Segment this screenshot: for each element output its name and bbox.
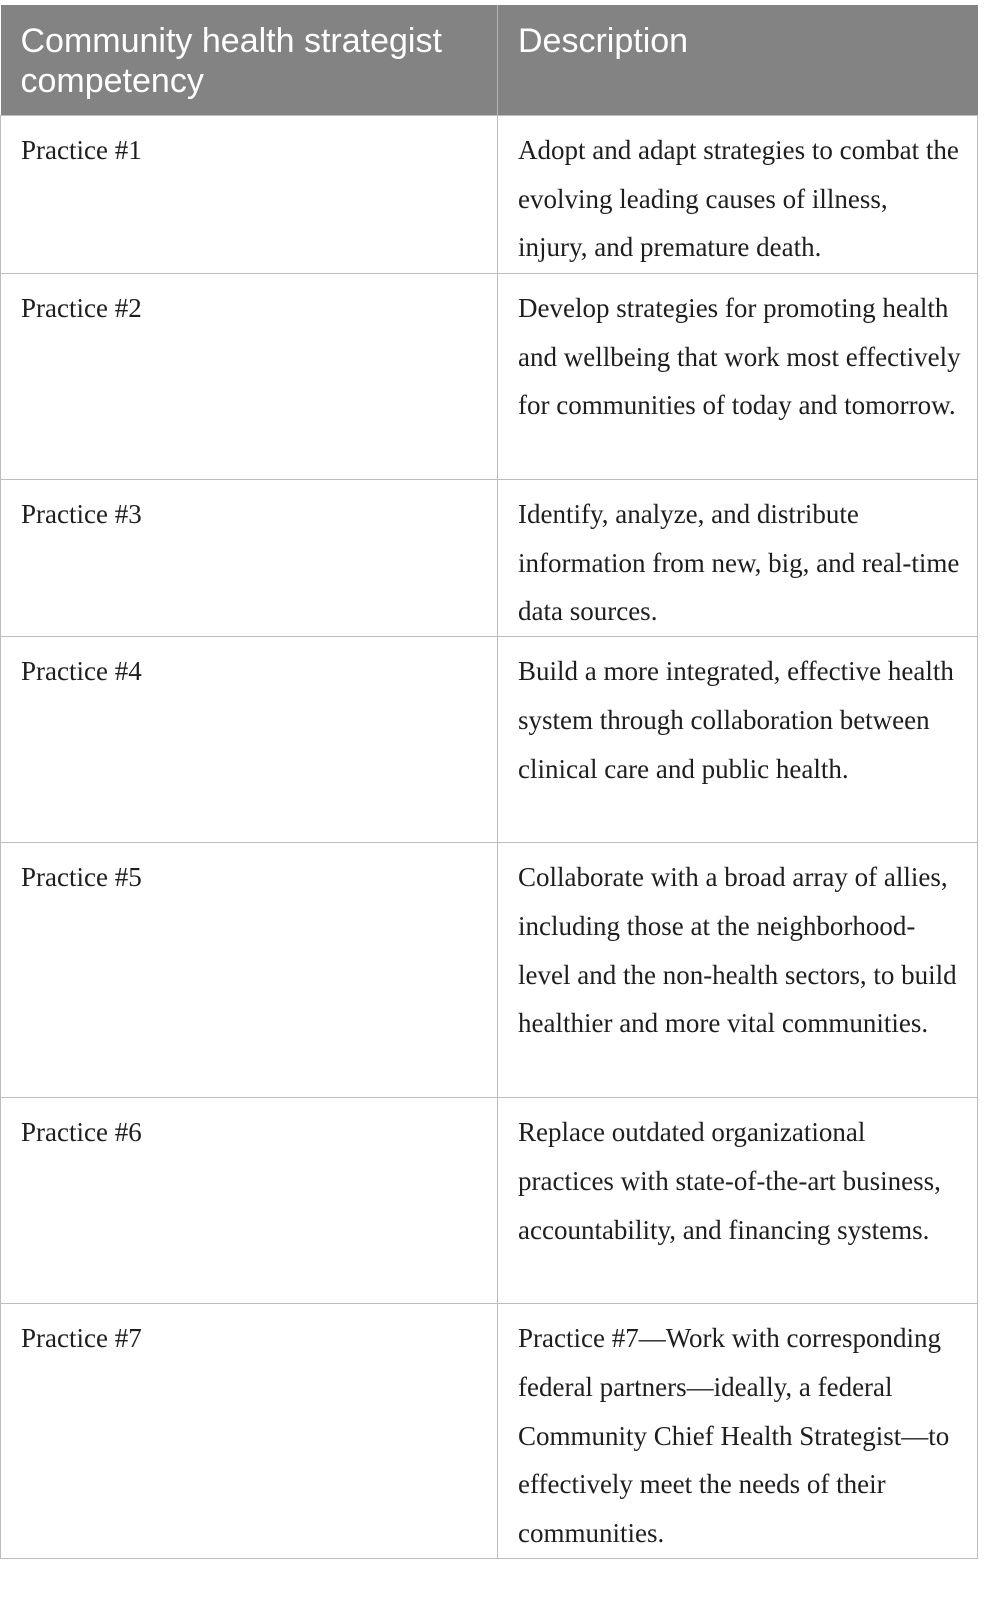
header-row xyxy=(1,5,978,116)
table-header xyxy=(1,5,978,116)
competency-table xyxy=(0,5,978,1559)
competency-cell: Practice #1 xyxy=(1,116,498,274)
competency-cell: Practice #6 xyxy=(1,1098,498,1304)
description-cell: Practice #7—Work with corresponding federal partners—ideally, a federal Community Chief Health Strategist—to effectively meet the needs of their communities. xyxy=(498,1304,978,1559)
competency-cell: Practice #4 xyxy=(1,637,498,843)
table-row xyxy=(1,637,978,843)
table-row xyxy=(1,1098,978,1304)
table-row xyxy=(1,843,978,1098)
description-cell: Adopt and adapt strategies to combat the evolving leading causes of illness, injury, and premature death. xyxy=(498,116,978,274)
description-cell: Develop strategies for promoting health and wellbeing that work most effectively for communities of today and tomorrow. xyxy=(498,274,978,480)
header-description: Description xyxy=(498,5,978,116)
table-row xyxy=(1,480,978,637)
header-competency: Community health strategist competency xyxy=(1,5,498,116)
description-cell: Replace outdated organizational practices with state-of-the-art business, accountability, and financing systems. xyxy=(498,1098,978,1304)
description-cell: Build a more integrated, effective health system through collaboration between clinical care and public health. xyxy=(498,637,978,843)
table-row xyxy=(1,1304,978,1559)
table-row xyxy=(1,274,978,480)
description-cell: Collaborate with a broad array of allies, including those at the neighborhood-level and the non-health sectors, to build healthier and more vital communities. xyxy=(498,843,978,1098)
competency-cell: Practice #3 xyxy=(1,480,498,637)
competency-cell: Practice #7 xyxy=(1,1304,498,1559)
competency-cell: Practice #2 xyxy=(1,274,498,480)
table-row xyxy=(1,116,978,274)
competency-cell: Practice #5 xyxy=(1,843,498,1098)
description-cell: Identify, analyze, and distribute information from new, big, and real-time data sources. xyxy=(498,480,978,637)
table-body xyxy=(1,116,978,1559)
